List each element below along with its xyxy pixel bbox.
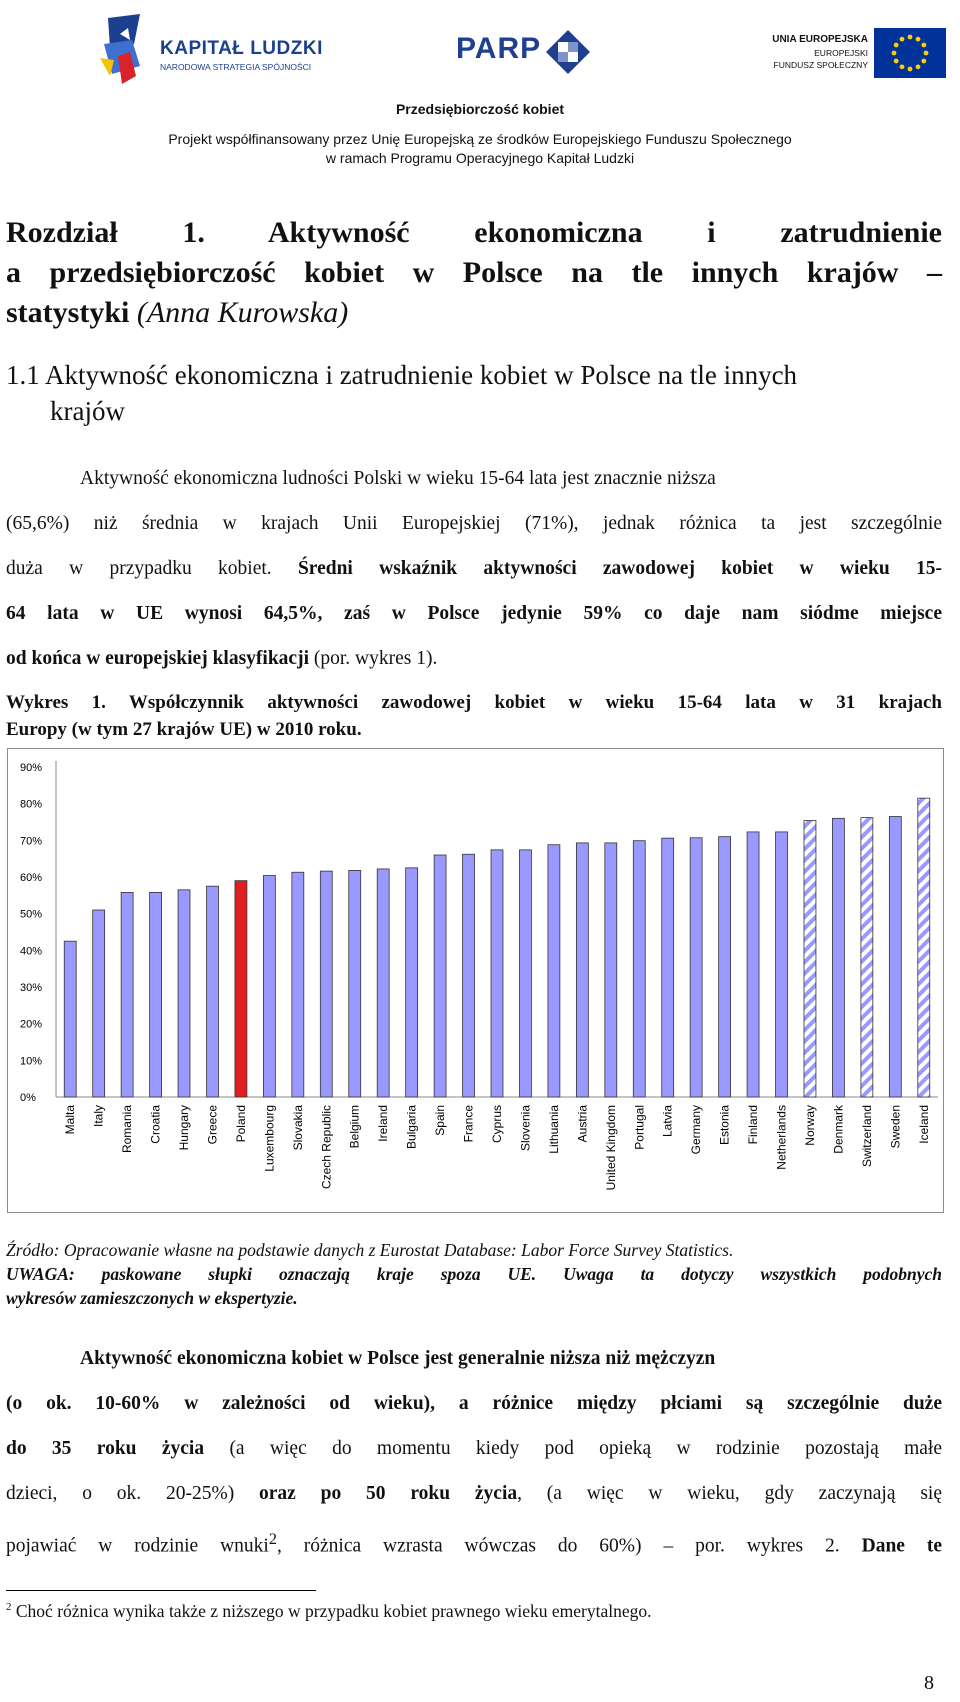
x-tick-label: Ireland [376, 1105, 391, 1142]
eu-logo-line2: EUROPEJSKI [814, 48, 868, 58]
eu-star-icon [921, 43, 926, 48]
bar-denmark [832, 818, 844, 1097]
para2-line4 [6, 1481, 942, 1507]
x-tick-label: Germany [689, 1105, 704, 1155]
eu-logo-line3: FUNDUSZ SPOŁECZNY [773, 60, 868, 70]
page-number: 8 [924, 1672, 934, 1694]
header-cofinancing-line1: Projekt współfinansowany przez Unię Europejską ze środków Europejskiego Funduszu Społecznego [168, 131, 792, 147]
footnote-divider [6, 1590, 316, 1591]
x-tick-label: Slovakia [290, 1105, 305, 1151]
chapter-title-line3 [6, 294, 942, 332]
x-tick-label: Norway [802, 1105, 817, 1146]
para2-line1: Aktywność ekonomiczna kobiet w Polsce jest generalnie niższa niż mężczyzn [80, 1348, 716, 1369]
eu-star-icon [900, 37, 905, 42]
section-title-line1: 1.1 Aktywność ekonomiczna i zatrudnienie kobiet w Polsce na tle innych [6, 360, 798, 390]
eu-social-fund-logo [768, 26, 948, 84]
bar-germany [690, 838, 702, 1097]
y-tick-label: 50% [20, 908, 43, 921]
para1-line5 [6, 646, 942, 672]
bar-sweden [889, 817, 901, 1098]
footnote [6, 1601, 651, 1622]
para2-line2: (o ok. 10-60% w zależności od wieku), a różnice między płciami są szczególnie duże [6, 1393, 942, 1414]
eu-star-icon [892, 51, 897, 56]
y-tick-label: 0% [20, 1092, 36, 1104]
bar-cyprus [491, 850, 503, 1097]
bar-spain [434, 855, 446, 1097]
y-tick-label: 60% [20, 872, 43, 884]
figure-caption-line2: Europy (w tym 27 krajów UE) w 2010 roku. [6, 719, 362, 740]
para1-line5-bold: od końca w europejskiej klasyfikacji [6, 648, 309, 669]
chapter-title-line1: Rozdział 1. Aktywność ekonomiczna i zatrudnienie [6, 216, 942, 249]
para2-line5-normal1: pojawiać w rodzinie wnuki [6, 1535, 269, 1557]
para2-line3-bold: do 35 roku życia [6, 1438, 205, 1459]
bar-greece [207, 886, 219, 1097]
para2-line4-bold: oraz po 50 roku życia [259, 1483, 518, 1504]
para1-line4: 64 lata w UE wynosi 64,5%, zaś w Polsce jedynie 59% co daje nam siódme miejsce [6, 603, 942, 624]
x-tick-label: Estonia [717, 1105, 732, 1146]
x-tick-label: Latvia [660, 1105, 675, 1138]
x-tick-label: Spain [433, 1105, 448, 1136]
footnote-ref-2[interactable]: 2 [268, 1530, 277, 1548]
eu-star-icon [908, 35, 913, 40]
kapital-ludzki-logo [100, 14, 340, 92]
eu-star-icon [924, 51, 929, 56]
x-tick-label: Switzerland [859, 1105, 874, 1168]
header-title: Przedsiębiorczość kobiet [395, 101, 565, 117]
bar-estonia [719, 837, 731, 1097]
bar-slovakia [292, 872, 304, 1097]
x-tick-label: United Kingdom [603, 1105, 618, 1191]
eu-star-icon [894, 43, 899, 48]
x-tick-label: Portugal [632, 1105, 647, 1150]
eu-logo-line1: UNIA EUROPEJSKA [772, 34, 868, 45]
bar-croatia [150, 892, 162, 1097]
x-tick-label: Denmark [831, 1105, 846, 1154]
bar-czech-republic [320, 871, 332, 1097]
eu-star-icon [916, 37, 921, 42]
x-tick-label: Poland [233, 1105, 248, 1143]
bar-latvia [662, 838, 674, 1097]
bar-norway [804, 821, 816, 1097]
x-tick-label: France [461, 1105, 476, 1143]
x-tick-label: Croatia [148, 1105, 163, 1144]
y-tick-label: 10% [20, 1055, 43, 1068]
y-tick-label: 90% [20, 762, 43, 774]
para1-line3 [6, 556, 942, 582]
bar-malta [64, 941, 76, 1097]
chapter-title-line2: a przedsiębiorczość kobiet w Polsce na tle innych krajów – [6, 256, 942, 289]
x-tick-label: Slovenia [518, 1105, 533, 1152]
x-tick-label: Belgium [347, 1105, 362, 1149]
bar-switzerland [861, 818, 873, 1097]
y-tick-label: 80% [20, 798, 43, 811]
para1-line5-normal: (por. wykres 1). [313, 648, 438, 669]
x-tick-label: Hungary [177, 1105, 192, 1151]
x-tick-label: Netherlands [774, 1105, 789, 1170]
bar-portugal [633, 841, 645, 1097]
para2-line4-normal2: , (a więc w wieku, gdy zaczynają się [517, 1483, 942, 1504]
bar-netherlands [776, 832, 788, 1097]
para2-line3-normal: (a więc do momentu kiedy pod opieką w rodzinie pozostają małe [229, 1438, 942, 1459]
bar-united-kingdom [605, 843, 617, 1097]
para2-line5-bold: Dane te [861, 1535, 943, 1557]
chapter-author: (Anna Kurowska) [136, 296, 349, 329]
x-tick-label: Greece [205, 1105, 220, 1145]
kapital-ludzki-emblem-icon [100, 14, 152, 92]
bar-belgium [349, 870, 361, 1097]
y-tick-label: 30% [20, 982, 43, 994]
eu-star-icon [921, 59, 926, 64]
x-tick-label: Austria [575, 1105, 590, 1143]
parp-wordmark: PARP [456, 32, 542, 65]
bar-lithuania [548, 845, 560, 1097]
para1-line1: Aktywność ekonomiczna ludności Polski w wieku 15-64 lata jest znacznie niższa [80, 468, 716, 489]
bar-bulgaria [406, 868, 418, 1097]
eu-star-icon [900, 64, 905, 69]
source-line1: Źródło: Opracowanie własne na podstawie danych z Eurostat Database: Labor Force Survey Statistics. [6, 1240, 734, 1260]
bar-finland [747, 832, 759, 1097]
x-tick-label: Iceland [916, 1105, 931, 1144]
section-title-line2: krajów [50, 396, 125, 426]
figure-caption-line1: Wykres 1. Współczynnik aktywności zawodowej kobiet w wieku 15-64 lata w 31 krajach [6, 692, 942, 713]
x-tick-label: Italy [91, 1105, 106, 1128]
footnote-number: 2 [6, 1601, 12, 1614]
y-tick-label: 20% [20, 1018, 43, 1031]
bar-italy [93, 910, 105, 1097]
eu-flag-icon [874, 28, 946, 78]
bar-austria [576, 843, 588, 1097]
para1-line3-bold: Średni wskaźnik aktywności zawodowej kobiet w wieku 15- [297, 558, 943, 579]
activity-rate-bar-chart [8, 749, 945, 1214]
para2-line5-normal2: , różnica wzrasta wówczas do 60%) – por. wykres 2. [276, 1535, 840, 1557]
bar-luxembourg [263, 876, 275, 1097]
x-tick-label: Bulgaria [404, 1105, 419, 1150]
bar-slovenia [519, 850, 531, 1097]
eu-star-icon [916, 64, 921, 69]
bar-chart-frame [7, 748, 944, 1213]
bar-france [463, 854, 475, 1097]
x-tick-label: Finland [746, 1105, 761, 1145]
bar-iceland [918, 798, 930, 1097]
y-tick-label: 70% [20, 835, 43, 848]
header-cofinancing-line2: w ramach Programu Operacyjnego Kapitał Ludzki [325, 150, 635, 166]
para1-line2: (65,6%) niż średnia w krajach Unii Europejskiej (71%), jednak różnica ta jest szczególnie [6, 513, 942, 534]
x-tick-label: Romania [120, 1105, 135, 1154]
source-note-line2: UWAGA: paskowane słupki oznaczają kraje spoza UE. Uwaga ta dotyczy wszystkich podobnych [6, 1264, 942, 1284]
bar-poland [235, 881, 247, 1097]
chapter-title-statystyki: statystyki [6, 296, 130, 329]
source-note-line3: wykresów zamieszczonych w ekspertyzie. [6, 1288, 298, 1308]
bar-ireland [377, 869, 389, 1097]
para2-line4-normal1: dzieci, o ok. 20-25%) [6, 1483, 235, 1504]
bar-romania [121, 892, 133, 1097]
x-tick-label: Czech Republic [319, 1105, 334, 1190]
kapital-ludzki-subtitle: NARODOWA STRATEGIA SPÓJNOŚCI [160, 62, 312, 72]
kapital-ludzki-title: KAPITAŁ LUDZKI [160, 38, 323, 59]
x-tick-label: Sweden [888, 1105, 903, 1149]
footnote-text: Choć różnica wynika także z niższego w przypadku kobiet prawnego wieku emerytalnego. [15, 1601, 652, 1621]
x-tick-label: Luxembourg [262, 1105, 277, 1172]
y-tick-label: 40% [20, 945, 43, 958]
para1-line3-normal: duża w przypadku kobiet. [6, 558, 272, 579]
parp-emblem-icon [544, 28, 592, 76]
eu-star-icon [908, 67, 913, 72]
parp-logo [456, 24, 606, 84]
para2-line3 [6, 1436, 942, 1462]
eu-star-icon [894, 59, 899, 64]
para2-line5 [6, 1526, 942, 1560]
x-tick-label: Cyprus [490, 1105, 504, 1144]
x-tick-label: Malta [63, 1105, 78, 1135]
x-tick-label: Lithuania [546, 1105, 561, 1154]
bar-hungary [178, 890, 190, 1097]
